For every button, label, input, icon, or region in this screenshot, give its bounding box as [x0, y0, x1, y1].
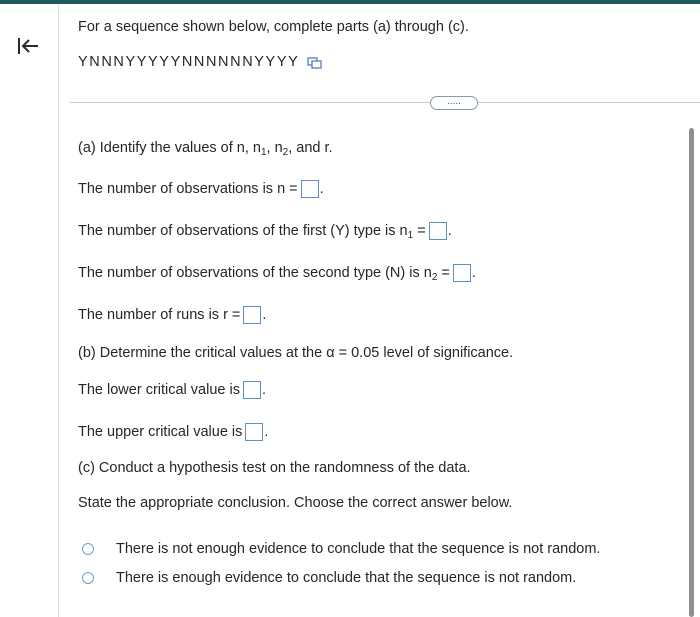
question-content — [78, 0, 688, 617]
question-runs: The number of runs is r = . — [78, 307, 267, 323]
vertical-scrollbar[interactable] — [689, 128, 694, 617]
instruction-text: For a sequence shown below, complete parts (a) through (c). — [78, 19, 469, 35]
answer-option-not-enough-evidence[interactable]: There is not enough evidence to conclude that the sequence is not random. — [78, 538, 600, 560]
part-a-heading: (a) Identify the values of n, $n_1$, $n_2$, and r. — [78, 140, 333, 158]
part-b-heading: (b) Determine the critical values at the α = 0.05 level of significance. — [78, 345, 514, 361]
part-c-prompt: State the appropriate conclusion. Choose the correct answer below. — [78, 495, 513, 511]
n-answer-input[interactable] — [301, 180, 319, 198]
runs-answer-input[interactable] — [243, 306, 261, 324]
collapse-back-button[interactable] — [14, 32, 42, 60]
section-divider — [70, 102, 700, 103]
n2-answer-input[interactable] — [453, 264, 471, 282]
sequence-row — [78, 52, 323, 72]
sequence-text: YNNNYYYYYNNNNNNYYYY — [78, 54, 300, 70]
question-upper-critical: The upper critical value is . — [78, 424, 269, 440]
arrow-left-to-bar-icon — [14, 32, 42, 60]
answer-option-enough-evidence[interactable]: There is enough evidence to conclude that the sequence is not random. — [78, 567, 576, 589]
upper-critical-input[interactable] — [245, 423, 263, 441]
expand-more-button[interactable]: ..... — [430, 96, 478, 110]
question-n2: The number of observations of the second type (N) is $n_2$ = . — [78, 265, 476, 283]
question-n1: The number of observations of the first (Y) type is $n_1$ = . — [78, 223, 452, 241]
part-c-heading: (c) Conduct a hypothesis test on the randomness of the data. — [78, 460, 471, 476]
left-rail — [0, 4, 59, 617]
radio-button[interactable] — [82, 572, 94, 584]
question-n: The number of observations is n = . — [78, 181, 324, 197]
question-lower-critical: The lower critical value is . — [78, 382, 267, 398]
n1-answer-input[interactable] — [429, 222, 447, 240]
copy-icon[interactable] — [307, 55, 323, 69]
lower-critical-input[interactable] — [243, 381, 261, 399]
radio-button[interactable] — [82, 543, 94, 555]
